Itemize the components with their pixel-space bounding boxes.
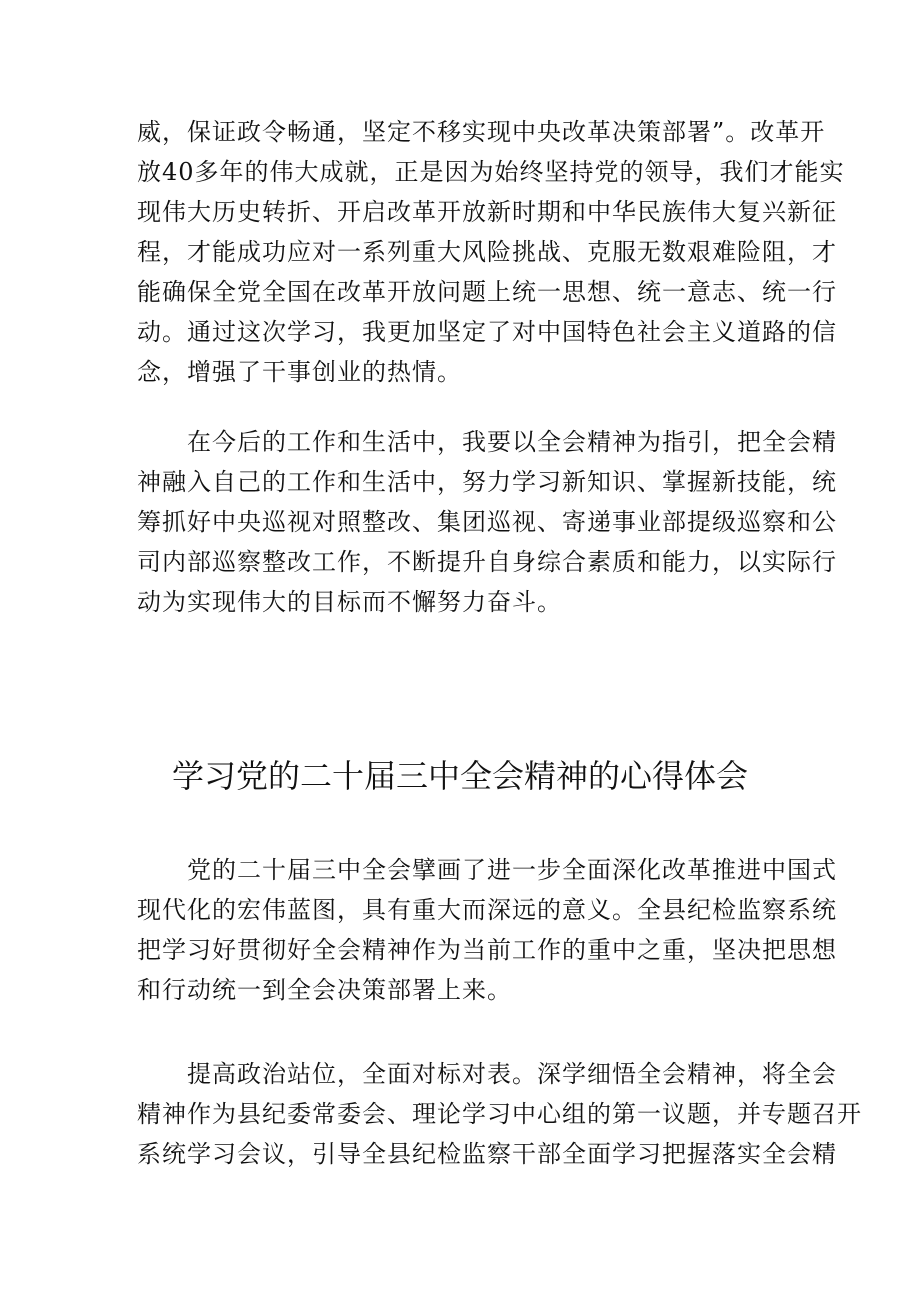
text-line: 威，保证政令畅通，坚定不移实现中央改革决策部署”。改革开 (137, 118, 826, 146)
text-line: 程，才能成功应对一系列重大风险挑战、克服无数艰难险阻，才 (137, 238, 837, 266)
paragraph-4 (137, 1054, 862, 1174)
text-line: 把学习好贯彻好全会精神作为当前工作的重中之重，坚决把思想 (137, 936, 837, 964)
text-line: 动为实现伟大的目标而不懈努力奋斗。 (137, 588, 562, 616)
paragraph-3 (137, 850, 837, 1010)
text-line: 党的二十届三中全会擘画了进一步全面深化改革推进中国式 (187, 856, 837, 884)
text-line: 念，增强了干事创业的热情。 (137, 358, 462, 386)
text-line: 现代化的宏伟蓝图，具有重大而深远的意义。全县纪检监察系统 (137, 896, 837, 924)
text-line: 提高政治站位，全面对标对表。深学细悟全会精神，将全会 (187, 1060, 837, 1088)
article-title: 学习党的二十届三中全会精神的心得体会 (171, 757, 748, 795)
text-line: 系统学习会议，引导全县纪检监察干部全面学习把握落实全会精 (137, 1140, 837, 1168)
text-line: 神融入自己的工作和生活中，努力学习新知识、掌握新技能，统 (137, 468, 837, 496)
text-line: 司内部巡察整改工作，不断提升自身综合素质和能力，以实际行 (137, 548, 837, 576)
text-line: 能确保全党全国在改革开放问题上统一思想、统一意志、统一行 (137, 278, 837, 306)
text-line: 现伟大历史转折、开启改革开放新时期和中华民族伟大复兴新征 (137, 198, 837, 226)
text-line: 和行动统一到全会决策部署上来。 (137, 976, 512, 1004)
text-line: 精神作为县纪委常委会、理论学习中心组的第一议题，并专题召开 (137, 1100, 862, 1128)
paragraph-2 (137, 422, 837, 622)
text-line: 动。通过这次学习，我更加坚定了对中国特色社会主义道路的信 (137, 318, 837, 346)
paragraph-1 (137, 112, 845, 392)
text-line: 筹抓好中央巡视对照整改、集团巡视、寄递事业部提级巡察和公 (137, 508, 837, 536)
text-line: 在今后的工作和生活中，我要以全会精神为指引，把全会精 (187, 428, 837, 456)
text-line: 放40多年的伟大成就，正是因为始终坚持党的领导，我们才能实 (137, 158, 845, 186)
